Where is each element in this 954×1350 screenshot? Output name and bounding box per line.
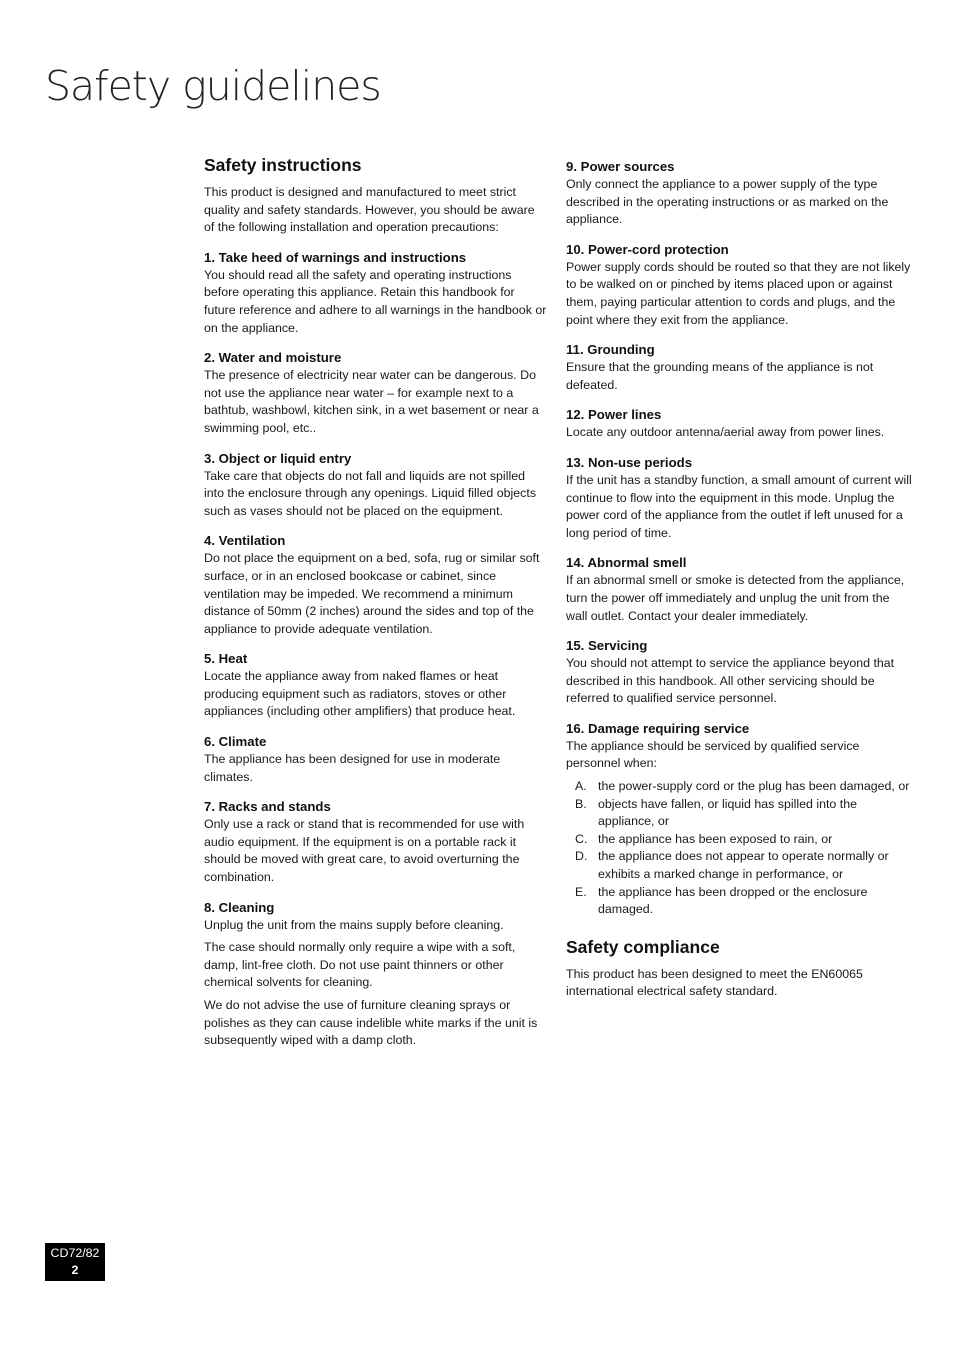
section-text: Locate the appliance away from naked flames or heat producing equipment such as radiators, stoves or other appliances (including other amplifiers) that produce heat. [204,669,516,719]
section-title: 7. Racks and stands [204,799,331,815]
section-heat [204,650,548,721]
safety-compliance-heading: Safety compliance [566,936,720,957]
left-column [204,155,548,1062]
section-title: 9. Power sources [566,159,675,174]
section-text: You should read all the safety and operating instructions before operating this appliance. Retain this handbook for future reference and adhere to all warnings in the handbook or on the appliance. [204,267,547,335]
section-text: The appliance has been designed for use in moderate climates. [204,752,501,784]
section-text: Locate any outdoor antenna/aerial away from power lines. [566,425,885,440]
page-number: 2 [71,1263,79,1277]
list-item: A. the power-supply cord or the plug has been damaged, or [575,779,910,794]
section-grounding [566,341,914,394]
section-text: Only connect the appliance to a power supply of the type described in the operating instructions or as marked on the appliance. [566,177,889,227]
section-object-entry [204,450,548,521]
section-title: 14. Abnormal smell [566,555,687,571]
model-number: CD72/82 [50,1246,100,1260]
damage-conditions-list [566,778,914,919]
section-servicing [566,637,914,708]
section-power-sources [566,158,914,229]
section-title: 13. Non-use periods [566,454,693,470]
section-text: The case should normally only require a wipe with a soft, damp, lint-free cloth. Do not use paint thinners or other chemical solvents for cleaning. [204,940,516,990]
section-cleaning [204,899,548,1050]
section-non-use [566,454,914,542]
section-text: The appliance should be serviced by qualified service personnel when: [566,738,860,771]
section-warnings [204,249,548,337]
section-text: Only use a rack or stand that is recommended for use with audio equipment. If the equipment is on a portable rack it should be moved with great care, to avoid overturning the combination. [204,817,525,885]
section-abnormal-smell [566,554,914,625]
section-racks [204,798,548,886]
section-ventilation [204,532,548,638]
section-title: 2. Water and moisture [204,350,342,366]
section-title: 5. Heat [204,651,248,667]
safety-instructions-heading: Safety instructions [204,155,362,175]
section-text: If an abnormal smell or smoke is detected from the appliance, turn the power off immediately and unplug the unit from the wall outlet. Contact your dealer immediately. [566,573,905,623]
list-item: E. the appliance has been dropped or the enclosure damaged. [575,884,868,917]
section-power-lines [566,406,914,442]
section-title: 11. Grounding [566,342,655,358]
page-title: Safety guidelines [45,62,381,110]
section-text: Ensure that the grounding means of the appliance is not defeated. [566,360,874,392]
section-text: Take care that objects do not fall and liquids are not spilled into the enclosure through any openings. Liquid filled objects such as vases should not be placed on the equipment. [204,468,537,518]
section-power-cord [566,241,914,329]
section-text: Power supply cords should be routed so that they are not likely to be walked on or pinched by items placed upon or against them, paying particular attention to cords and plugs, and the point where they exit from the appliance. [566,259,911,327]
section-text: You should not attempt to service the appliance beyond that described in this handbook. All other servicing should be referred to qualified service personnel. [566,656,895,706]
section-damage [566,720,914,919]
section-climate [204,733,548,786]
section-text: Do not place the equipment on a bed, sofa, rug or similar soft surface, or in an enclosed bookcase or cabinet, since ventilation may be impeded. We recommend a minimum distance of 50mm (2 inches) around the sides and top of the appliance to provide adequate ventilation. [204,551,540,636]
section-title: 1. Take heed of warnings and instructions [204,249,467,265]
list-item: D. the appliance does not appear to operate normally or exhibits a marked change in performance, or [575,849,889,882]
section-title: 16. Damage requiring service [566,720,750,736]
section-title: 3. Object or liquid entry [204,450,352,466]
section-title: 6. Climate [204,734,267,750]
section-text: The presence of electricity near water can be dangerous. Do not use the appliance near water – for example next to a bathtub, washbowl, kitchen sink, in a wet basement or near a swimming pool, etc.. [204,368,539,435]
section-text: If the unit has a standby function, a small amount of current will continue to flow into the equipment in this mode. Unplug the power cord of the appliance from the outlet if left unused for a long period of time. [566,472,912,540]
page-footer-badge [45,1243,105,1281]
compliance-text: This product has been designed to meet the EN60065 international electrical safety standard. [566,966,863,999]
section-title: 4. Ventilation [204,533,286,549]
section-title: 15. Servicing [566,638,648,654]
section-title: 10. Power-cord protection [566,241,729,257]
section-text: We do not advise the use of furniture cleaning sprays or polishes as they can cause indelible white marks if the unit is subsequently wiped with a damp cloth. [204,998,538,1048]
intro-text: This product is designed and manufactured to meet strict quality and safety standards. However, you should be aware of the following installation and operation precautions: [204,185,535,235]
section-text: Unplug the unit from the mains supply before cleaning. [204,917,504,932]
right-column [566,158,914,1013]
list-item: B. objects have fallen, or liquid has spilled into the appliance, or [575,796,857,829]
section-title: 8. Cleaning [204,899,275,915]
list-item: C. the appliance has been exposed to rain, or [575,831,833,846]
section-water [204,349,548,437]
section-title: 12. Power lines [566,407,662,423]
